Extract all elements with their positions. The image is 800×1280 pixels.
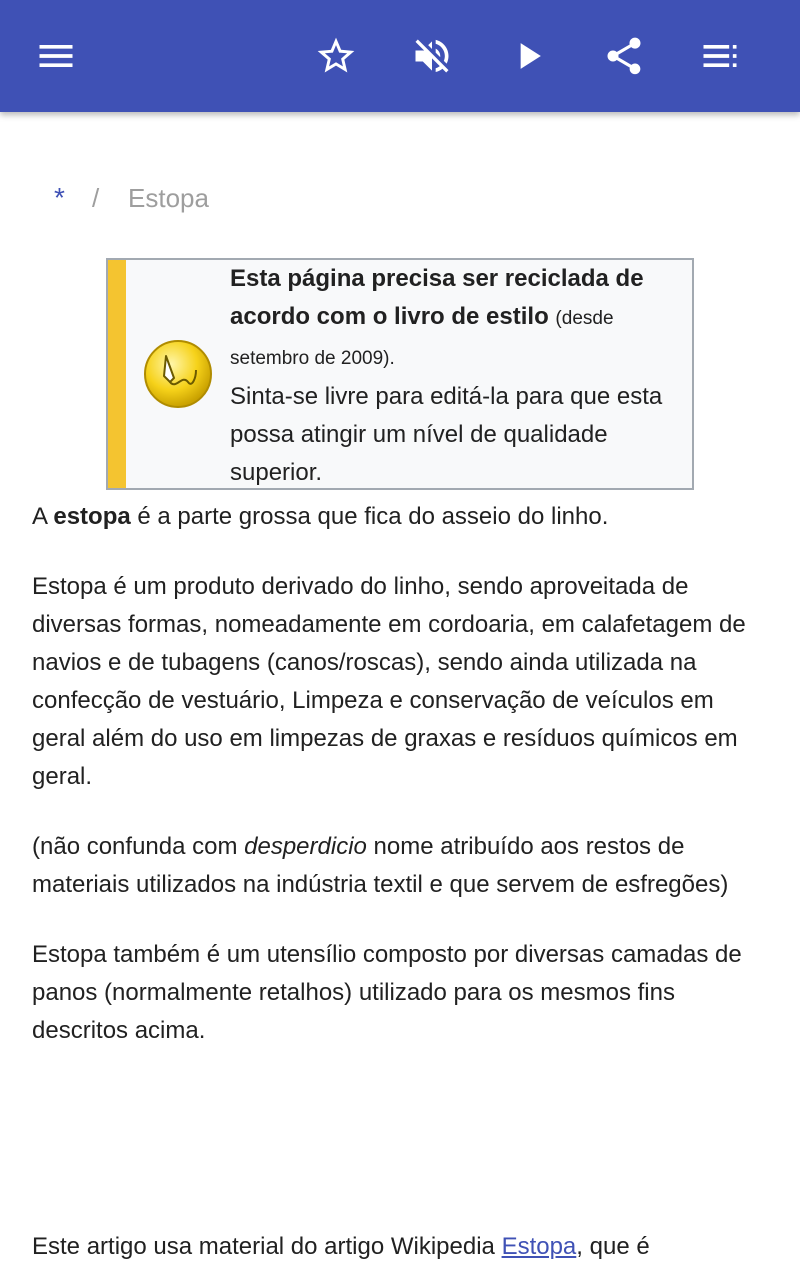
text-fragment: é a parte grossa que fica do asseio do linho. <box>130 503 609 530</box>
text-fragment: A <box>32 503 54 530</box>
pencil-badge-icon <box>142 338 214 410</box>
text-fragment: , que é <box>576 1233 650 1260</box>
play-button[interactable] <box>496 24 560 88</box>
share-icon <box>602 34 646 78</box>
text-fragment: nome atribuído aos restos de materiais utilizados na indústria textil e que servem de esfregões) <box>32 833 729 898</box>
notice-body: Sinta-se livre para editá-la para que esta possa atingir um nível de qualidade superior. <box>230 383 663 486</box>
attribution-footer <box>32 1228 772 1266</box>
notice-date: (desde setembro de 2009). <box>230 308 614 369</box>
list-icon <box>698 34 742 78</box>
breadcrumb-separator: / <box>92 183 100 213</box>
source-article-link[interactable]: Estopa <box>501 1233 577 1260</box>
volume-off-icon <box>410 34 454 78</box>
toc-button[interactable] <box>688 24 752 88</box>
text-fragment: (não confunda com <box>32 833 245 860</box>
notice-title: Esta página precisa ser reciclada de acordo com o livro de estilo <box>230 265 644 330</box>
cleanup-notice-box <box>106 258 694 490</box>
mute-button[interactable] <box>400 24 464 88</box>
text-fragment: Este artigo usa material do artigo Wikipedia <box>32 1233 502 1260</box>
article-content <box>32 498 772 1082</box>
breadcrumb-current: Estopa <box>128 183 209 213</box>
app-bar <box>0 0 800 112</box>
breadcrumb-home-link[interactable]: * <box>54 182 65 213</box>
star-icon <box>314 34 358 78</box>
article-term: estopa <box>53 503 131 530</box>
share-button[interactable] <box>592 24 656 88</box>
emphasized-term: desperdicio <box>244 833 367 860</box>
menu-icon <box>34 34 78 78</box>
notice-text <box>230 260 680 492</box>
article-paragraph <box>32 828 772 904</box>
article-paragraph <box>32 498 772 536</box>
play-icon <box>506 34 550 78</box>
favorite-button[interactable] <box>304 24 368 88</box>
menu-button[interactable] <box>24 24 88 88</box>
article-paragraph: Estopa também é um utensílio composto por diversas camadas de panos (normalmente retalhos) utilizado para os mesmos fins descritos acima. <box>32 941 742 1044</box>
article-paragraph: Estopa é um produto derivado do linho, sendo aproveitada de diversas formas, nomeadamente em cordoaria, em calafetagem de navios e de tubagens (canos/roscas), sendo ainda utilizada na confecção de vestuário, Limpeza e conservação de veículos em geral além do uso em limpezas de graxas e resíduos químicos em geral. <box>32 573 746 790</box>
notice-stripe <box>108 260 126 488</box>
